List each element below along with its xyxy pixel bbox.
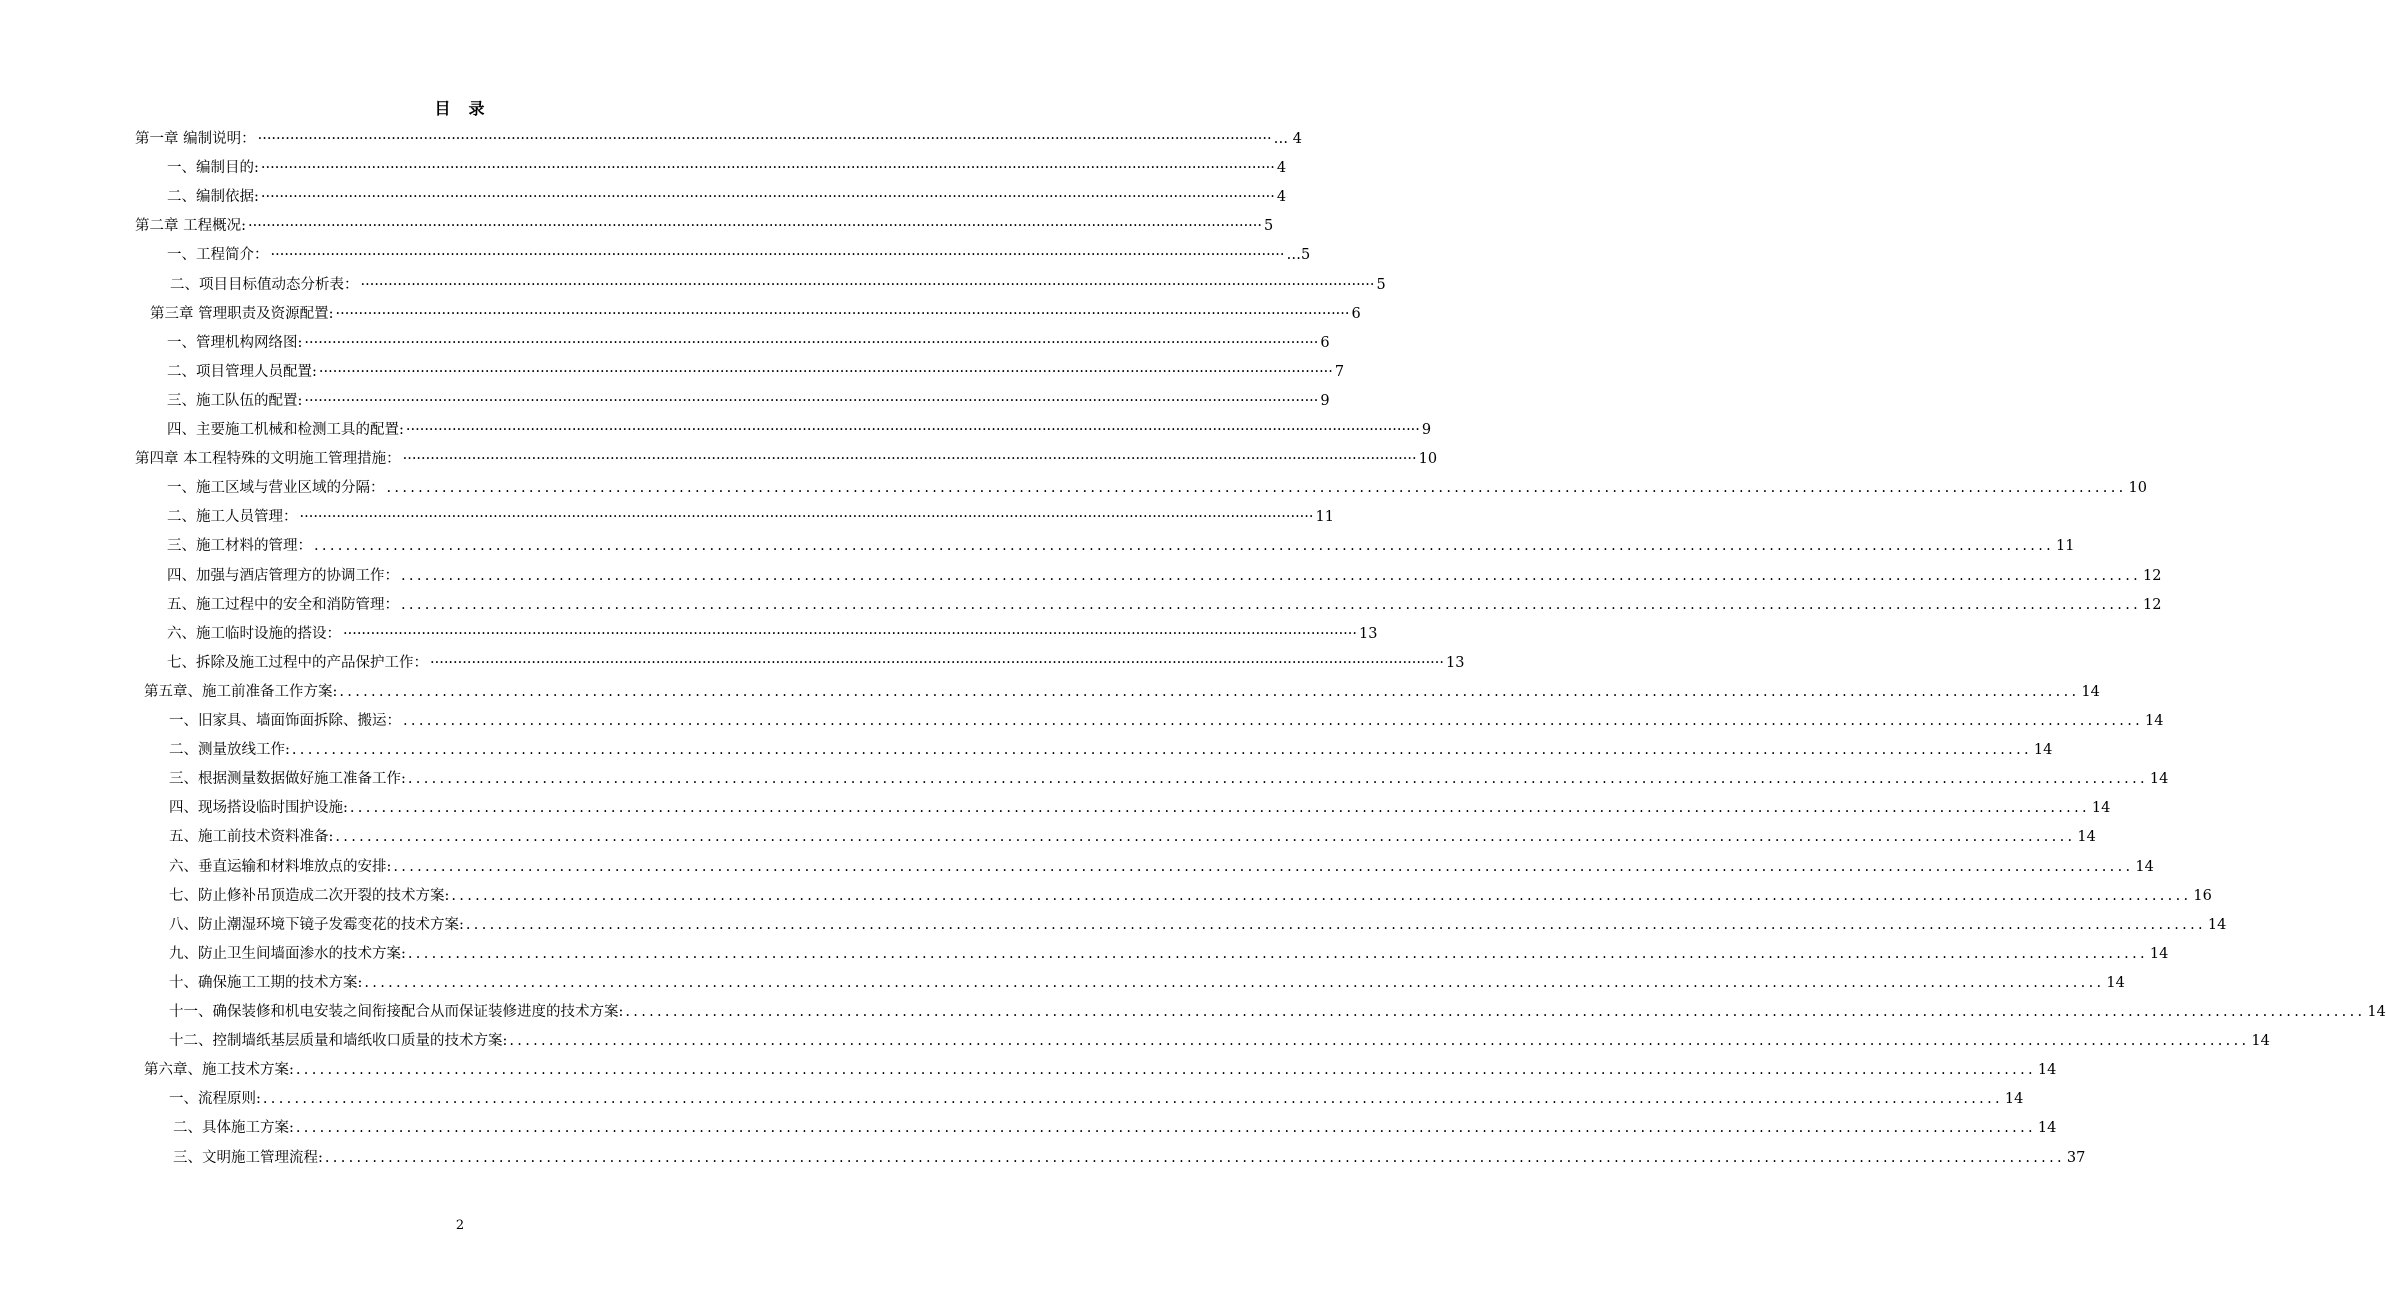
toc-dot-leader: ···························································································································································································································· [318,363,1333,380]
toc-entry-page: 9 [1320,392,1330,409]
toc-entry[interactable] [167,594,2162,616]
toc-entry-label: 二、测量放线工作: [169,742,290,759]
toc-entry-label: 四、现场搭设临时围护设施: [169,800,348,817]
toc-entry[interactable] [167,535,2075,557]
toc-dot-leader: ............................................................................................................................................................................................................................ [339,683,2080,700]
toc-entry-label: 三、根据测量数据做好施工准备工作: [169,771,406,788]
toc-entry[interactable] [169,856,2154,878]
toc-entry-label: 七、防止修补吊顶造成二次开裂的技术方案: [169,887,450,904]
toc-entry-page: 14 [2207,916,2227,933]
toc-entry-page: 4 [1276,189,1287,206]
toc-entry-label: 一、管理机构网络图: [167,334,303,351]
toc-entry-page: 14 [2037,1120,2057,1137]
toc-dot-leader: ···························································································································································································································· [335,305,1350,322]
toc-entry-label: 一、流程原则: [169,1091,261,1108]
toc-entry[interactable] [169,1030,2270,1052]
toc-entry-page: 12 [2143,567,2162,584]
toc-dot-leader: ............................................................................................................................................................................................................................ [451,887,2192,904]
toc-entry-page: 14 [2037,1062,2057,1079]
toc-entry-page: 10 [2128,480,2147,497]
toc-entry-page: 11 [1315,509,1334,526]
toc-entry-page: 14 [2149,945,2169,962]
toc-entry-label: 九、防止卫生间墙面渗水的技术方案: [169,945,406,962]
toc-entry-page: 7 [1334,363,1345,380]
toc-entry[interactable] [169,739,2053,761]
toc-entry-label: 二、具体施工方案: [173,1120,294,1137]
toc-dot-leader: ............................................................................................................................................................................................................................ [403,713,2144,729]
toc-entry[interactable] [169,1001,2386,1023]
toc-entry-label: 第六章、施工技术方案: [144,1062,294,1079]
toc-dot-leader: ............................................................................................................................................................................................................................ [509,1033,2250,1050]
toc-dot-leader: ............................................................................................................................................................................................................................ [465,916,2206,933]
toc-entry-page: 13 [1446,654,1465,671]
toc-entry-page: 14 [2145,713,2164,729]
toc-dot-leader: ···························································································································································································································· [257,131,1272,147]
toc-entry[interactable] [135,128,1302,150]
toc-entry[interactable] [169,914,2227,936]
toc-entry-label: 四、加强与酒店管理方的协调工作： [167,567,399,584]
toc-dot-leader: ............................................................................................................................................................................................................................ [386,480,2127,497]
toc-entry[interactable] [167,332,1330,354]
toc-entry-label: 十一、确保装修和机电安装之间衔接配合从而保证装修进度的技术方案: [169,1004,624,1020]
toc-entry-label: 十二、控制墙纸基层质量和墙纸收口质量的技术方案: [169,1033,508,1050]
toc-entry-page: 14 [2081,683,2100,700]
toc-dot-leader: ···························································································································································································································· [304,392,1319,409]
toc-entry[interactable] [135,448,1438,470]
toc-entry-page: 37 [2066,1149,2086,1166]
toc-dot-leader: ···························································································································································································································· [405,422,1420,438]
toc-entry-label: 五、施工过程中的安全和消防管理： [167,596,399,613]
toc-dot-leader: ···························································································································································································································· [260,160,1275,177]
toc-entry-label: 二、项目管理人员配置: [167,363,317,380]
toc-entry-page: 14 [2004,1091,2024,1108]
toc-entry-page: …5 [1286,247,1311,264]
toc-entry-label: 三、施工材料的管理： [167,538,312,555]
toc-dot-leader: ............................................................................................................................................................................................................................ [349,800,2090,817]
toc-dot-leader: ···························································································································································································································· [360,276,1375,293]
toc-dot-leader: ···························································································································································································································· [299,509,1314,526]
toc-entry-label: 五、施工前技术资料准备: [169,829,334,846]
toc-dot-leader: ···························································································································································································································· [248,218,1263,235]
toc-dot-leader: ............................................................................................................................................................................................................................ [314,538,2055,555]
toc-entry-page: 5 [1264,218,1274,235]
toc-entry-page: 14 [2149,771,2169,788]
toc-entry[interactable] [173,1147,2086,1169]
toc-dot-leader: ............................................................................................................................................................................................................................ [364,974,2105,991]
toc-entry[interactable] [169,797,2111,819]
toc-entry-label: 六、垂直运输和材料堆放点的安排: [169,858,392,875]
toc-entry-label: 十、确保施工工期的技术方案: [169,974,363,991]
toc-entry[interactable] [167,390,1330,412]
toc-entry[interactable] [135,215,1274,237]
toc-entry[interactable] [173,1117,2057,1139]
toc-entry-page: 14 [2091,800,2111,817]
toc-entry-page: 11 [2056,538,2075,555]
toc-dot-leader: ............................................................................................................................................................................................................................ [407,945,2148,962]
toc-entry[interactable] [167,565,2162,587]
toc-entry-label: 第五章、施工前准备工作方案: [144,683,338,700]
toc-entry-page: 4 [1276,160,1287,177]
toc-entry-label: 七、拆除及施工过程中的产品保护工作： [167,654,428,671]
toc-entry-page: 9 [1421,422,1432,438]
toc-entry[interactable] [167,477,2147,499]
toc-entry-label: 第三章 管理职责及资源配置: [150,305,334,322]
toc-dot-leader: ............................................................................................................................................................................................................................ [401,596,2142,613]
toc-entry[interactable] [169,943,2169,965]
toc-entry-label: 第二章 工程概况: [135,218,246,235]
toc-entry-label: 一、编制目的: [167,160,259,177]
toc-entry-page: 14 [2106,974,2125,991]
toc-entry[interactable] [167,157,1287,179]
toc-entry-label: 二、施工人员管理： [167,509,298,526]
toc-entry-page: 12 [2143,596,2162,613]
toc-dot-leader: ···························································································································································································································· [402,451,1417,468]
toc-dot-leader: ............................................................................................................................................................................................................................ [401,567,2142,584]
toc-entry-page: 6 [1351,305,1361,322]
toc-entry-page: … 4 [1273,131,1302,147]
toc-entry-label: 三、施工队伍的配置: [167,392,303,409]
toc-entry-label: 八、防止潮湿环境下镜子发霉变花的技术方案: [169,916,464,933]
toc-dot-leader: ···························································································································································································································· [430,654,1445,671]
toc-dot-leader: ···························································································································································································································· [343,625,1358,642]
toc-entry[interactable] [167,506,1334,528]
toc-entry-page: 5 [1376,276,1386,293]
toc-entry[interactable] [169,768,2169,790]
toc-entry-label: 一、旧家具、墙面饰面拆除、搬运： [169,713,401,729]
toc-entry-label: 三、文明施工管理流程: [173,1149,323,1166]
toc-dot-leader: ............................................................................................................................................................................................................................ [335,829,2076,846]
toc-entry-page: 13 [1359,625,1378,642]
toc-entry-label: 四、主要施工机械和检测工具的配置: [167,422,404,438]
toc-entry-page: 14 [2077,829,2096,846]
toc-entry[interactable] [167,419,1432,441]
toc-dot-leader: ............................................................................................................................................................................................................................ [295,1062,2036,1079]
toc-entry[interactable] [170,274,1386,296]
toc-dot-leader: ............................................................................................................................................................................................................................ [625,1004,2366,1020]
toc-entry-label: 六、施工临时设施的搭设： [167,625,341,642]
toc-entry-page: 14 [2033,742,2053,759]
toc-entry-label: 二、项目目标值动态分析表： [170,276,359,293]
toc-entry-label: 一、工程简介： [167,247,269,264]
toc-entry[interactable] [169,885,2212,907]
toc-dot-leader: ............................................................................................................................................................................................................................ [291,742,2032,759]
toc-entry[interactable] [169,972,2125,994]
toc-dot-leader: ............................................................................................................................................................................................................................ [262,1091,2003,1108]
toc-entry[interactable] [169,1088,2024,1110]
toc-dot-leader: ···························································································································································································································· [260,189,1275,206]
toc-entry[interactable] [167,623,1378,645]
page-number: 2 [455,1218,465,1233]
toc-entry[interactable] [144,1059,2057,1081]
toc-dot-leader: ............................................................................................................................................................................................................................ [393,858,2134,875]
toc-entry-page: 16 [2193,887,2212,904]
toc-entry[interactable] [169,710,2164,732]
toc-entry-page: 6 [1320,334,1330,351]
toc-entry[interactable] [167,244,1311,266]
toc-entry-label: 二、编制依据: [167,189,259,206]
toc-entry[interactable] [144,681,2100,703]
toc-entry-label: 第一章 编制说明： [135,131,256,147]
toc-entry-label: 一、施工区域与营业区域的分隔： [167,480,385,497]
toc-entry-page: 14 [2251,1033,2270,1050]
toc-entry-label: 第四章 本工程特殊的文明施工管理措施： [135,451,401,468]
toc-entry[interactable] [169,826,2096,848]
toc-dot-leader: ............................................................................................................................................................................................................................ [295,1120,2036,1137]
toc-entry[interactable] [150,303,1361,325]
toc-entry[interactable] [167,361,1345,383]
toc-entry-page: 10 [1418,451,1438,468]
toc-title: 目 录 [434,99,486,118]
toc-entry-page: 14 [2135,858,2154,875]
toc-entry[interactable] [167,652,1465,674]
toc-dot-leader: ···························································································································································································································· [304,334,1319,351]
toc-entry-page: 14 [2367,1004,2386,1020]
toc-dot-leader: ............................................................................................................................................................................................................................ [324,1149,2065,1166]
toc-dot-leader: ···························································································································································································································· [270,247,1285,264]
toc-dot-leader: ............................................................................................................................................................................................................................ [407,771,2148,788]
toc-entry[interactable] [167,186,1287,208]
